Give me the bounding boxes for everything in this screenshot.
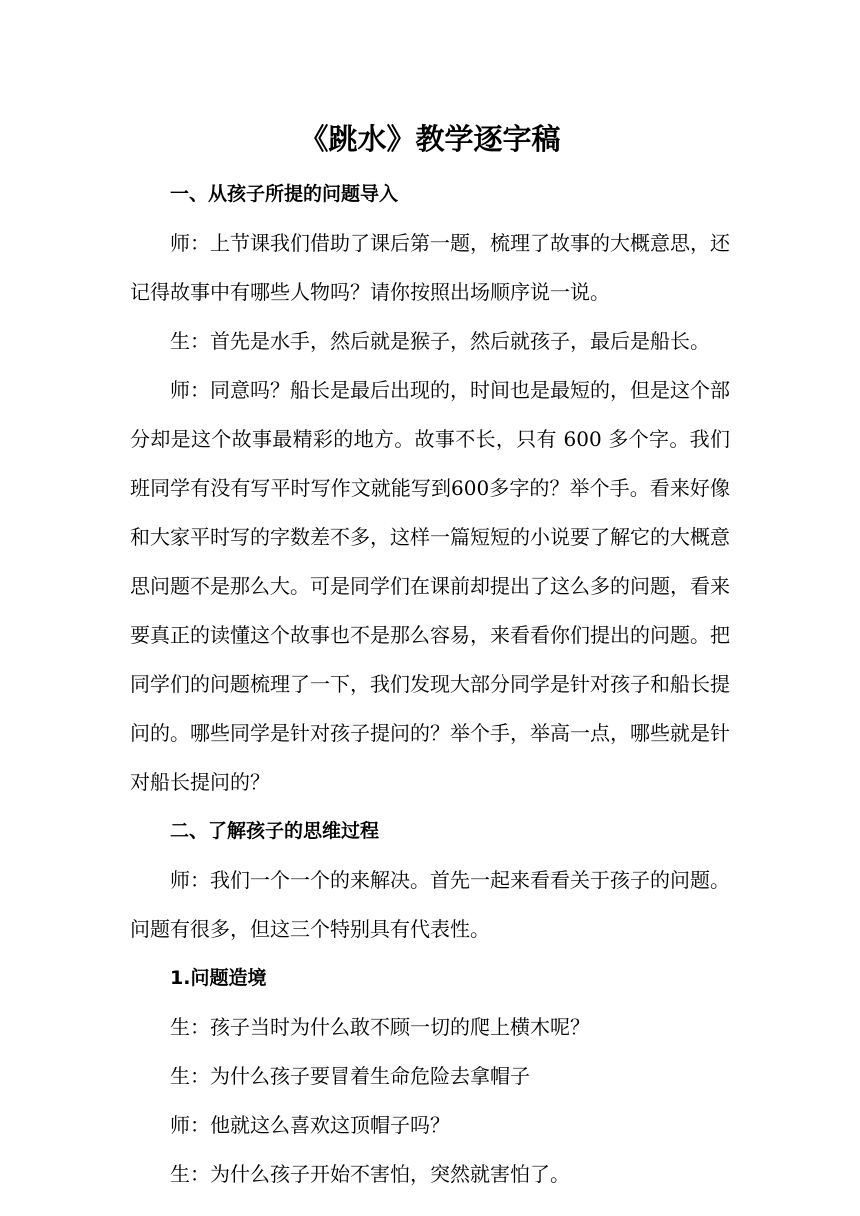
paragraph: 生：首先是水手，然后就是猴子，然后就孩子，最后是船长。 bbox=[170, 329, 710, 353]
section-heading-thinking: 二、了解孩子的思维过程 bbox=[170, 820, 380, 842]
paragraph: 生：为什么孩子开始不害怕，突然就害怕了。 bbox=[170, 1162, 570, 1186]
subsection-heading: 1.问题造境 bbox=[170, 967, 267, 989]
paragraph: 师：上节课我们借助了课后第一题，梳理了故事的大概意思，还记得故事中有哪些人物吗？请你按照出场顺序说一说。 bbox=[130, 231, 730, 304]
paragraph: 师：我们一个一个的来解决。首先一起来看看关于孩子的问题。问题有很多，但这三个特别具有代表性。 bbox=[130, 868, 730, 941]
paragraph: 师：他就这么喜欢这顶帽子吗？ bbox=[170, 1113, 450, 1137]
document-body bbox=[130, 170, 730, 1199]
document-title: 《跳水》教学逐字稿 bbox=[299, 122, 561, 156]
paragraph: 生：为什么孩子要冒着生命危险去拿帽子 bbox=[170, 1064, 530, 1088]
section-heading-intro: 一、从孩子所提的问题导入 bbox=[170, 183, 399, 205]
paragraph: 师：同意吗？船长是最后出现的，时间也是最短的，但是这个部分却是这个故事最精彩的地方。故事不长，只有 600 多个字。我们班同学有没有写平时写作文就能写到600多字的？举个手。看来好像和大家平时写的字数差不多，这样一篇短短的小说要了解它的大概意思问题不是那么大。可是同学们在课前却提出了这么多的问题，看来要真正的读懂这个故事也不是那么容易，来看看你们提出的问题。把同学们的问题梳理了一下，我们发现大部分同学是针对孩子和船长提问的。哪些同学是针对孩子提问的？举个手，举高一点，哪些就是针对船长提问的？ bbox=[130, 378, 730, 794]
paragraph: 生：孩子当时为什么敢不顾一切的爬上横木呢？ bbox=[170, 1015, 590, 1039]
